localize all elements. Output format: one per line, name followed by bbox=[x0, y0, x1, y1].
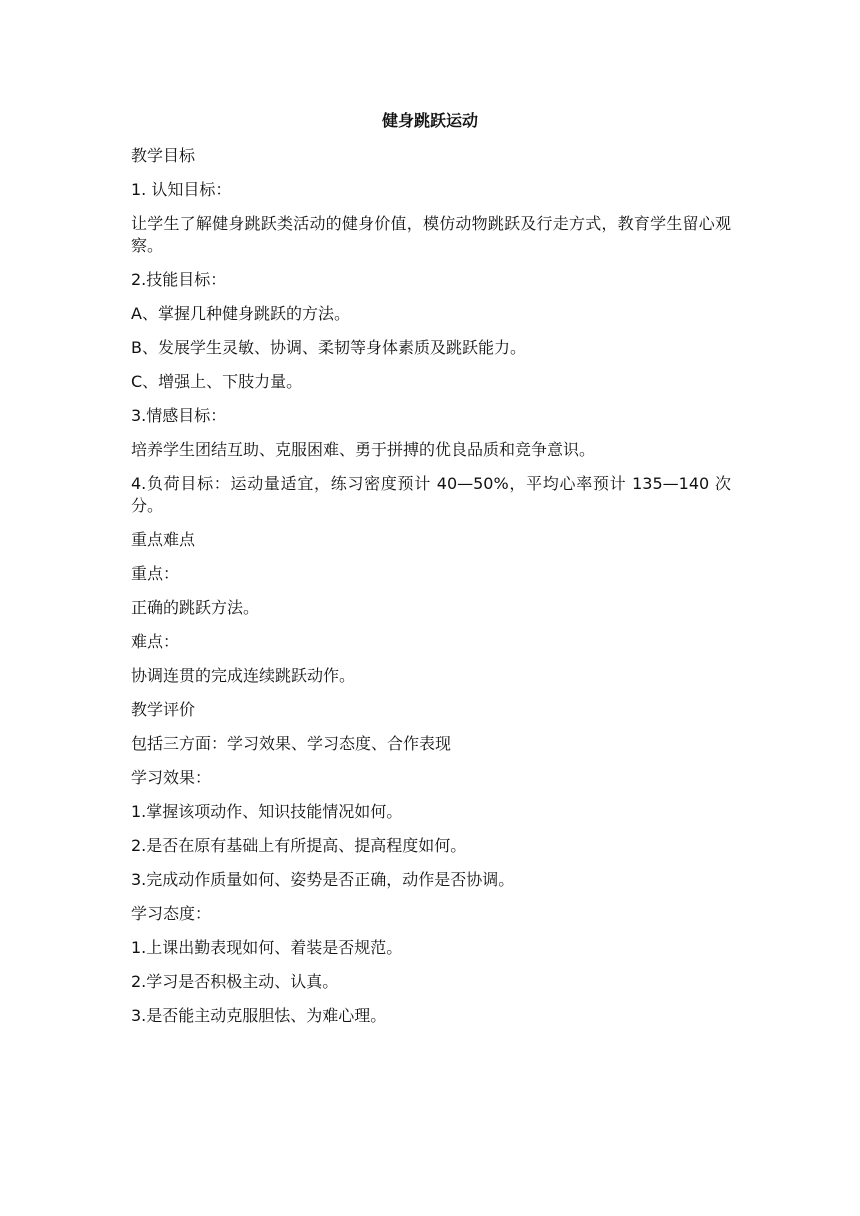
document-body bbox=[131, 145, 731, 1039]
goal-skill-heading: 2.技能目标： bbox=[131, 270, 227, 289]
goal-skill-item-c: C、增强上、下肢力量。 bbox=[131, 372, 303, 391]
difficulty-text: 协调连贯的完成连续跳跃动作。 bbox=[131, 666, 356, 685]
section-heading-evaluation: 教学评价 bbox=[131, 700, 196, 719]
document-title: 健身跳跃运动 bbox=[381, 111, 478, 130]
learning-attitude-heading: 学习态度： bbox=[131, 904, 212, 923]
goal-skill-item-b: B、发展学生灵敏、协调、柔韧等身体素质及跳跃能力。 bbox=[131, 338, 526, 357]
evaluation-summary: 包括三方面：学习效果、学习态度、合作表现 bbox=[131, 734, 452, 753]
learning-attitude-item-3: 3.是否能主动克服胆怯、为难心理。 bbox=[131, 1006, 387, 1025]
goal-cognitive-heading: 1. 认知目标： bbox=[131, 180, 232, 199]
goal-load-text: 4.负荷目标：运动量适宜，练习密度预计 40—50%，平均心率预计 135—140 次分。 bbox=[131, 474, 731, 515]
key-point-heading: 重点： bbox=[131, 564, 180, 583]
learning-effect-heading: 学习效果： bbox=[131, 768, 212, 787]
section-heading-key-points: 重点难点 bbox=[131, 530, 196, 549]
goal-emotion-text: 培养学生团结互助、克服困难、勇于拼搏的优良品质和竞争意识。 bbox=[131, 440, 596, 459]
learning-effect-item-1: 1.掌握该项动作、知识技能情况如何。 bbox=[131, 802, 403, 821]
learning-attitude-item-2: 2.学习是否积极主动、认真。 bbox=[131, 972, 339, 991]
learning-effect-item-2: 2.是否在原有基础上有所提高、提高程度如何。 bbox=[131, 836, 467, 855]
key-point-text: 正确的跳跃方法。 bbox=[131, 598, 260, 617]
section-heading-teaching-goals: 教学目标 bbox=[131, 146, 196, 165]
goal-skill-item-a: A、掌握几种健身跳跃的方法。 bbox=[131, 304, 350, 323]
goal-cognitive-text: 让学生了解健身跳跃类活动的健身价值，模仿动物跳跃及行走方式，教育学生留心观察。 bbox=[131, 214, 731, 255]
difficulty-heading: 难点： bbox=[131, 632, 180, 651]
learning-effect-item-3: 3.完成动作质量如何、姿势是否正确，动作是否协调。 bbox=[131, 870, 515, 889]
learning-attitude-item-1: 1.上课出勤表现如何、着装是否规范。 bbox=[131, 938, 403, 957]
goal-emotion-heading: 3.情感目标： bbox=[131, 406, 227, 425]
